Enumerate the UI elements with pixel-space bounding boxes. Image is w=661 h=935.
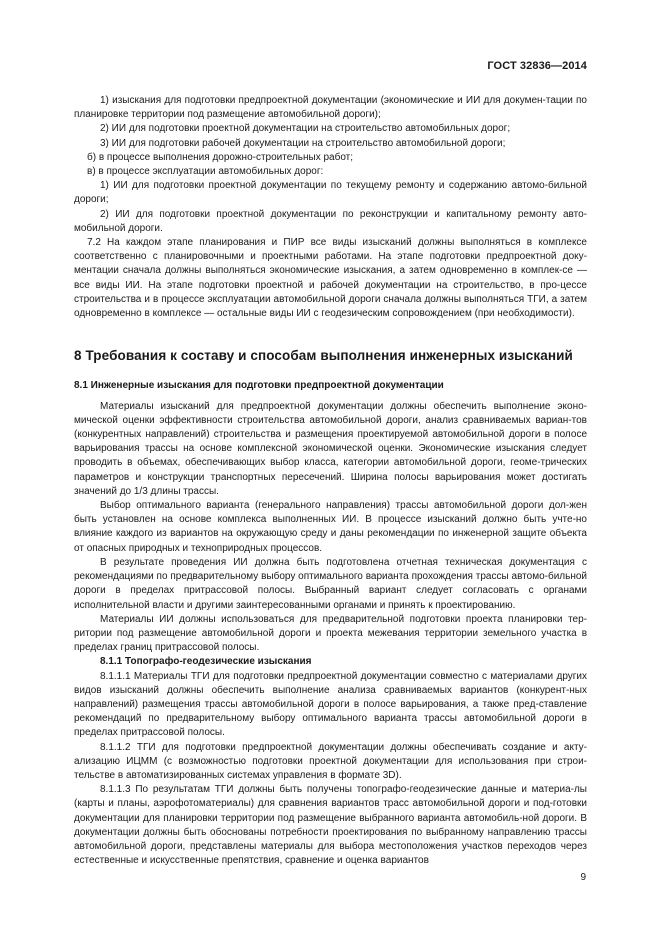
section-8-1-1-heading: 8.1.1 Топографо-геодезические изыскания — [100, 656, 312, 668]
paragraph: 1) ИИ для подготовки проектной документации по текущему ремонту и содержанию автомо-бильной дороги; — [74, 180, 587, 206]
paragraph: 2) ИИ для подготовки проектной документации на строительство автомобильных дорог; — [100, 123, 511, 135]
paragraph: 8.1.1.2 ТГИ для подготовки предпроектной документации должны обеспечивать создание и акту-ализацию ИЦММ (с возможностью подготовки проектной документации для использования при строи-тельстве в автоматизированных системах управления в формате 3D). — [74, 741, 587, 781]
top-paragraphs — [74, 94, 587, 321]
paragraph: 8.1.1.1 Материалы ТГИ для подготовки предпроектной документации совместно с материалами других видов изысканий должны обеспечить выполнение анализа сравниваемых вариантов (конкурент-ных направлений) размещения трассы автомобильной дороги в полосе варьирования, а также пред-ставление рекомендаций по предварительному выбору оптимального варианта трассы автомобильной дороги в пределах притрассовой полосы. — [74, 670, 587, 739]
document-body — [74, 94, 587, 868]
page-number: 9 — [580, 872, 586, 883]
paragraph: Материалы ИИ должны использоваться для предварительной подготовки проекта планировки тер-ритории под размещение автомобильной дороги и проекта межевания территории земельного участка в пределах границ притрассовой полосы. — [74, 613, 587, 654]
paragraph: Материалы изысканий для предпроектной документации должны обеспечить выполнение эконо-мической оценки эффективности строительства автомобильной дороги, анализ сравниваемых вариан-тов (конкурентных направлений) строительства и размещения проектируемой автомобильной дороги в полосе варьирования трассы на основе комплексной экономической оценки. Экономические изыскания следует проводить в объемах, обеспечивающих выбор класса, категории автомобильной дороги, геоме-трических параметров и конструкции транспортных пересечений. Ширина полосы варьирования может достигать значений до 1/3 длины трассы. — [74, 400, 587, 497]
section-8-heading: 8 Требования к составу и способам выполнения инженерных изысканий — [74, 348, 573, 364]
paragraph: б) в процессе выполнения дорожно-строительных работ; — [87, 151, 354, 163]
paragraph: В результате проведения ИИ должна быть подготовлена отчетная техническая документация с рекомендациями по предварительному выбору оптимального варианта прохождения трассы автомо-бильной дороги в пределах притрассовой полосы. Выбранный вариант следует согласовать с органами исполнительной власти и другими заинтересованными органами и принять к проектированию. — [74, 556, 587, 611]
paragraph: Выбор оптимального варианта (генерального направления) трассы автомобильной дороги дол-жен быть установлен на основе комплекса выполненных ИИ. В процессе изысканий должно быть учте-но влияние каждого из вариантов на окружающую среду и даны рекомендации по инженерной защите объекта от опасных природных и техноприродных процессов. — [74, 500, 587, 554]
paragraph: 2) ИИ для подготовки проектной документации по реконструкции и капитальному ремонту авто-мобильной дороги. — [74, 208, 587, 234]
paragraph: 1) изыскания для подготовки предпроектной документации (экономические и ИИ для докумен-тации по планировке территории под размещение автомобильной дороги); — [74, 95, 587, 121]
section-8-1-paragraphs — [74, 400, 587, 656]
paragraph: 8.1.1.3 По результатам ТГИ должны быть получены топографо-геодезические данные и материа-лы (карты и планы, аэрофотоматериалы) для сравнения вариантов трасс автомобильной дороги и под-готовки документации для планировки территории под размещение выбранного варианта автомобиль-ной дороги. В документации должны быть обоснованы потребности проектирования по выбранному направлению трассы автомобильной дороги, представлены материалы для выбора местоположения участков переходов через естественные и искусственные препятствия, сравнение и оценка вариантов — [74, 784, 587, 867]
document-code-header: ГОСТ 32836—2014 — [487, 60, 587, 72]
paragraph: в) в процессе эксплуатации автомобильных дорог: — [87, 166, 324, 178]
section-8-1-heading: 8.1 Инженерные изыскания для подготовки предпроектной документации — [74, 380, 444, 392]
section-8-1-1-paragraphs — [74, 670, 587, 869]
paragraph: 3) ИИ для подготовки рабочей документации на строительство автомобильной дороги; — [100, 137, 506, 149]
paragraph: 7.2 На каждом этапе планирования и ПИР все виды изысканий должны выполняться в комплексе соответственно с планировочными и проектными работами. На этапе подготовки предпроектной доку-ментации сначала должны выполняться экономические изыскания, а затем одновременно в комплек-се — все виды ИИ. На этапе подготовки проектной и рабочей документации на строительство, в про-цессе строительства и в процессе эксплуатации автомобильной дороги сначала должны выполняться ТГИ, а затем одновременно в комплексе — остальные виды ИИ с геодезическим сопровождением (при необходимости). — [74, 237, 587, 320]
